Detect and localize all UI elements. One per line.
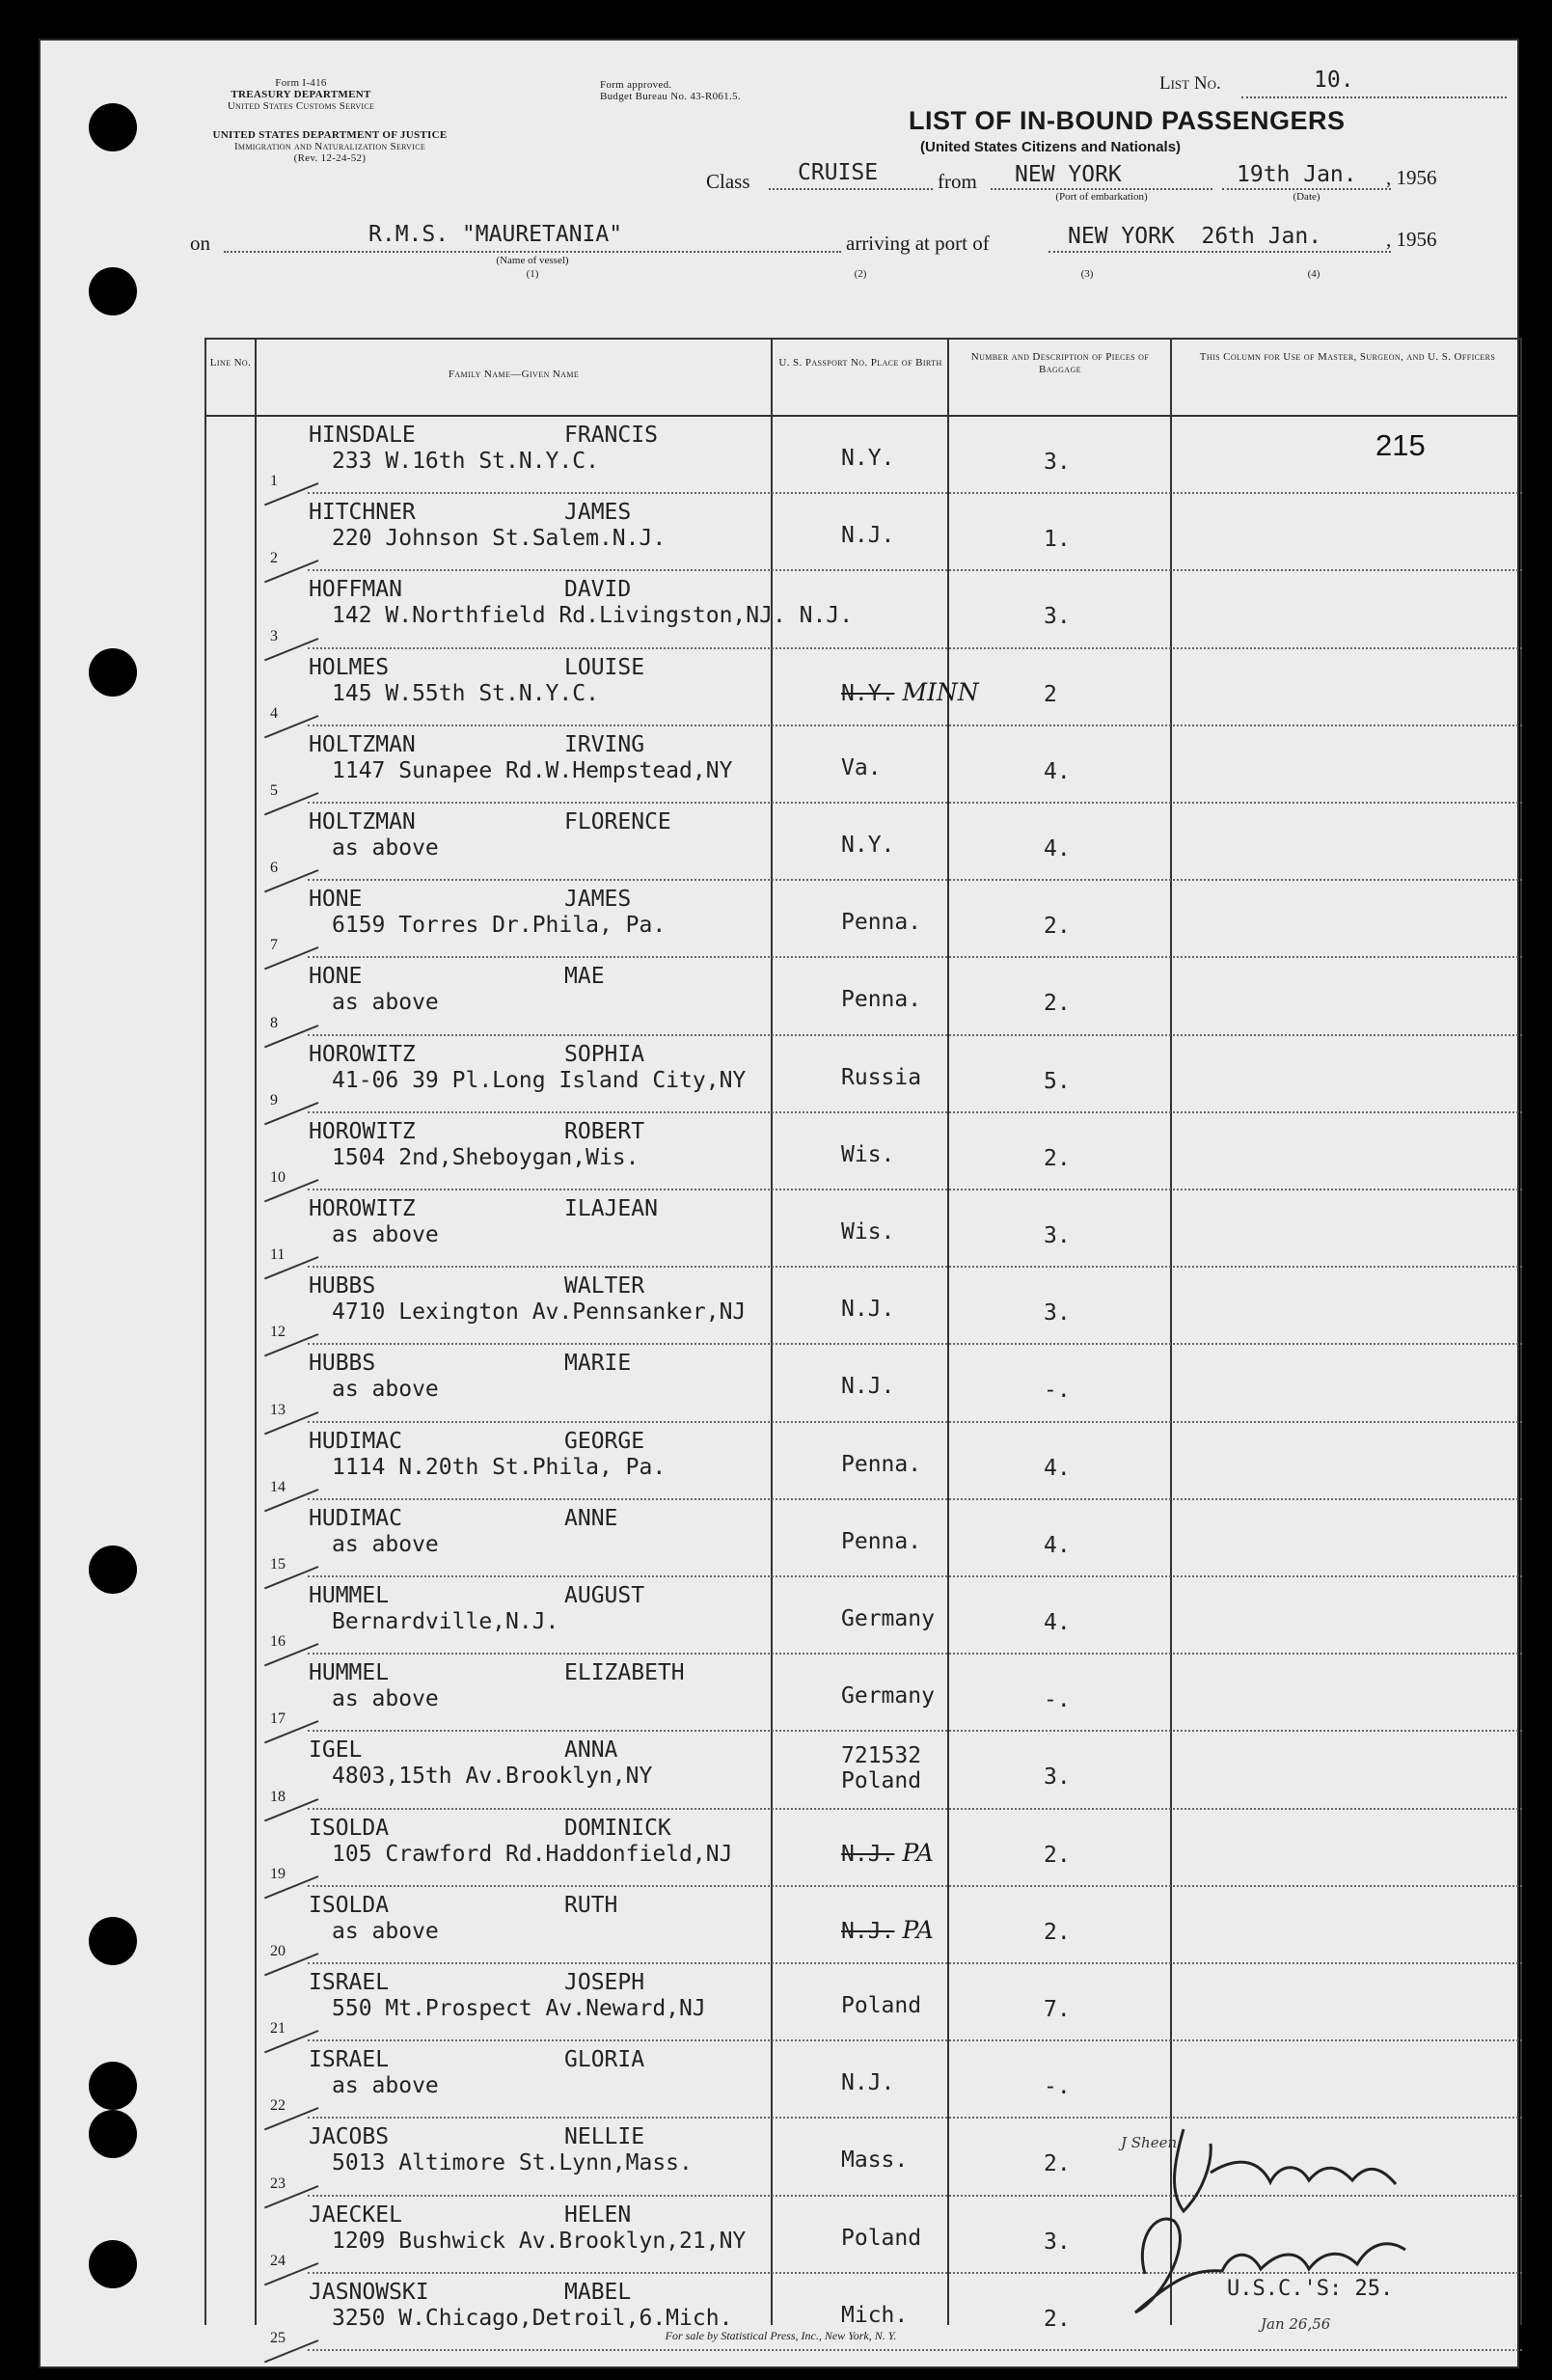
family-name: HOLMES (309, 654, 390, 680)
baggage-count: 2 (1044, 681, 1057, 707)
family-name: HUMMEL (309, 1660, 390, 1686)
place-of-birth: N.Y. (841, 446, 895, 471)
address: as above (332, 1531, 439, 1557)
table-row (204, 1345, 1522, 1422)
table-row (204, 726, 1522, 804)
given-name: NELLIE (564, 2124, 645, 2150)
line-number: 19 (270, 1865, 286, 1882)
place-of-birth: N.J. (841, 523, 895, 549)
family-name: HUDIMAC (309, 1505, 402, 1531)
place-of-birth: Mass. (841, 2147, 909, 2174)
budget-bureau: Budget Bureau No. 43-R061.5. (600, 91, 741, 102)
address: as above (332, 1918, 439, 1944)
treasury-dept: TREASURY DEPARTMENT (231, 89, 371, 100)
col-line-no: Line No. (209, 357, 252, 369)
baggage-count: 2. (1044, 1919, 1071, 1945)
caption-3: (3) (1080, 268, 1094, 280)
officer-note: 215 (1375, 428, 1426, 462)
address: 4803,15th Av.Brooklyn,NY (332, 1764, 653, 1790)
line-number: 24 (270, 2252, 286, 2269)
manifest-page (39, 39, 1519, 2368)
port-caption: (Port of embarkation) (1055, 191, 1148, 203)
caption-4: (4) (1307, 268, 1321, 280)
place-of-birth: Penna. (841, 910, 922, 936)
baggage-count: 1. (1044, 527, 1071, 553)
publisher-footer: For sale by Statistical Press, Inc., New York, N. Y. (665, 2329, 897, 2342)
given-name: DOMINICK (564, 1815, 671, 1841)
table-row (204, 881, 1522, 958)
form-approved: Form approved. (600, 79, 672, 91)
col-officers: This Column for Use of Master, Surgeon, and U. S. Officers (1199, 351, 1496, 363)
place-of-birth (841, 678, 979, 706)
place-of-birth: Poland (841, 2225, 922, 2251)
table-row (204, 417, 1522, 494)
justice-dept: UNITED STATES DEPARTMENT OF JUSTICE (212, 129, 448, 141)
baggage-count: 3. (1044, 1223, 1071, 1248)
list-no-label: List No. (1159, 73, 1221, 94)
given-name: MAE (564, 964, 605, 990)
arriving-label: arriving at port of (846, 232, 990, 255)
baggage-count: 2. (1044, 2151, 1071, 2177)
table-row (204, 494, 1522, 571)
family-name: HUBBS (309, 1273, 376, 1299)
line-number: 4 (270, 704, 278, 722)
punch-hole (89, 103, 137, 151)
list-no-value: 10. (1314, 68, 1354, 93)
place-of-birth (841, 1839, 934, 1867)
col-baggage: Number and Description of Pieces of Baggage (970, 351, 1150, 375)
address: 41-06 39 Pl.Long Island City,NY (332, 1067, 747, 1093)
form-revision: (Rev. 12-24-52) (293, 152, 367, 164)
place-of-birth: N.J. (841, 1297, 895, 1323)
table-row (204, 958, 1522, 1035)
signature-date-text: Jan 26,56 (1261, 2315, 1331, 2333)
baggage-count: 4. (1044, 758, 1071, 784)
family-name: HUBBS (309, 1351, 376, 1377)
punch-hole (89, 1546, 137, 1594)
baggage-count: 4. (1044, 1610, 1071, 1635)
baggage-count: 3. (1044, 450, 1071, 475)
address: as above (332, 1686, 439, 1712)
table-row (204, 1190, 1522, 1268)
vessel-name: R.M.S. "MAURETANIA" (368, 222, 623, 247)
signature-name: J Sheen (1121, 2134, 1178, 2151)
address: 550 Mt.Prospect Av.Neward,NJ (332, 1996, 706, 2021)
baggage-count: -. (1044, 1687, 1071, 1713)
given-name: FLORENCE (564, 809, 671, 834)
address: 220 Johnson St.Salem.N.J. (332, 526, 667, 552)
table-row (204, 1964, 1522, 2041)
given-name: JAMES (564, 500, 632, 526)
table-row (204, 1268, 1522, 1345)
family-name: HONE (309, 964, 363, 990)
given-name: JAMES (564, 887, 632, 913)
struck-place: N.Y. (841, 680, 895, 706)
punch-hole (89, 2240, 137, 2288)
baggage-count: 2. (1044, 991, 1071, 1017)
baggage-count: 4. (1044, 1455, 1071, 1481)
address: as above (332, 2073, 439, 2099)
address: 6159 Torres Dr.Phila, Pa. (332, 913, 667, 939)
customs-service: United States Customs Service (227, 100, 375, 112)
baggage-count: 7. (1044, 1997, 1071, 2022)
line-number: 5 (270, 781, 278, 799)
place-of-birth: Poland (841, 1993, 922, 2018)
departure-date: 19th Jan. (1237, 162, 1357, 187)
place-of-birth: N.J. (841, 2070, 895, 2096)
immigration-service: Immigration and Naturalization Service (233, 141, 426, 152)
line-number: 9 (270, 1091, 278, 1108)
given-name: ILAJEAN (564, 1196, 658, 1221)
on-label: on (190, 232, 210, 255)
given-name: GLORIA (564, 2047, 645, 2073)
family-name: HUDIMAC (309, 1428, 402, 1454)
table-row (204, 1887, 1522, 1964)
place-of-birth: N.Y. (841, 833, 895, 858)
table-row (204, 1500, 1522, 1577)
given-name: MABEL (564, 2279, 632, 2305)
given-name: LOUISE (564, 654, 645, 680)
place-of-birth: Wis. (841, 1219, 895, 1245)
col-name: Family Name—Given Name (448, 369, 580, 380)
family-name: HOLTZMAN (309, 809, 416, 834)
line-number: 2 (270, 550, 278, 567)
punch-hole (89, 267, 137, 315)
table-row (204, 1113, 1522, 1190)
given-name: FRANCIS (564, 423, 658, 448)
handwritten-correction: PA (902, 1915, 934, 1944)
family-name: HOROWITZ (309, 1041, 416, 1067)
line-number: 15 (270, 1555, 286, 1573)
line-number: 1 (270, 473, 278, 490)
family-name: HOROWITZ (309, 1196, 416, 1221)
arrival-year: , 1956 (1386, 228, 1437, 251)
form-agency-block (190, 77, 412, 112)
table-row (204, 804, 1522, 881)
place-of-birth: Penna. (841, 1528, 922, 1554)
table-row (204, 1655, 1522, 1732)
place-of-birth: Russia (841, 1064, 922, 1090)
address: 5013 Altimore St.Lynn,Mass. (332, 2150, 693, 2176)
address: as above (332, 990, 439, 1016)
departure-year: , 1956 (1386, 166, 1437, 189)
family-name: HOFFMAN (309, 577, 402, 603)
place-of-birth: Wis. (841, 1141, 895, 1167)
baggage-count: -. (1044, 2074, 1071, 2100)
from-label: from (938, 170, 977, 193)
family-name: ISOLDA (309, 1892, 390, 1918)
address: 142 W.Northfield Rd.Livingston,NJ. N.J. (332, 603, 854, 629)
family-name: ISOLDA (309, 1815, 390, 1841)
punch-hole (89, 648, 137, 697)
address: as above (332, 1377, 439, 1403)
line-number: 16 (270, 1633, 286, 1651)
given-name: RUTH (564, 1892, 618, 1918)
family-name: HINSDALE (309, 423, 416, 448)
place-of-birth: Mich. (841, 2302, 909, 2328)
handwritten-correction: PA (902, 1838, 934, 1867)
baggage-count: -. (1044, 1378, 1071, 1404)
baggage-count: 3. (1044, 1764, 1071, 1791)
line-number: 25 (270, 2329, 286, 2346)
line-number: 8 (270, 1014, 278, 1031)
given-name: JOSEPH (564, 1970, 645, 1995)
table-row (204, 1036, 1522, 1113)
vessel-caption: (Name of vessel) (496, 255, 569, 266)
baggage-count: 2. (1044, 1145, 1071, 1171)
caption-2: (2) (854, 268, 867, 280)
address: 3250 W.Chicago,Detroil,6.Mich. (332, 2305, 733, 2331)
address: 1114 N.20th St.Phila, Pa. (332, 1454, 667, 1480)
given-name: DAVID (564, 577, 632, 603)
from-port: NEW YORK (1015, 162, 1122, 187)
family-name: JAECKEL (309, 2202, 402, 2228)
address: as above (332, 1222, 439, 1247)
arrival-port-date: NEW YORK 26th Jan. (1068, 224, 1322, 249)
family-name: ISRAEL (309, 1970, 390, 1995)
form-number: Form I-416 (275, 77, 327, 89)
family-name: JASNOWSKI (309, 2279, 429, 2305)
address: 1209 Bushwick Av.Brooklyn,21,NY (332, 2228, 747, 2254)
table-row (204, 571, 1522, 648)
line-number: 23 (270, 2175, 286, 2192)
table-row (204, 649, 1522, 726)
date-caption: (Date) (1293, 191, 1321, 203)
place-of-birth (841, 1916, 934, 1944)
given-name: AUGUST (564, 1583, 645, 1608)
table-row (204, 1732, 1522, 1809)
baggage-count: 3. (1044, 604, 1071, 630)
line-number: 3 (270, 627, 278, 644)
given-name: SOPHIA (564, 1041, 645, 1067)
line-number: 13 (270, 1401, 286, 1418)
family-name: ISRAEL (309, 2047, 390, 2073)
place-of-birth: Germany (841, 1683, 935, 1710)
uscs-count: U.S.C.'S: 25. (1227, 2277, 1394, 2301)
given-name: ELIZABETH (564, 1660, 685, 1686)
line-number: 7 (270, 937, 278, 954)
struck-place: N.J. (841, 1918, 895, 1944)
handwritten-correction: MINN (902, 677, 979, 706)
punch-hole (89, 1917, 137, 1965)
line-number: 12 (270, 1324, 286, 1341)
given-name: ANNE (564, 1505, 618, 1531)
baggage-count: 2. (1044, 914, 1071, 940)
justice-block (185, 129, 475, 164)
given-name: HELEN (564, 2202, 632, 2228)
table-row (204, 1423, 1522, 1500)
address: 105 Crawford Rd.Haddonfield,NJ (332, 1841, 733, 1867)
family-name: HONE (309, 887, 363, 913)
given-name: MARIE (564, 1351, 632, 1377)
baggage-count: 2. (1044, 2306, 1071, 2332)
baggage-count: 3. (1044, 2229, 1071, 2255)
given-name: ANNA (564, 1737, 618, 1764)
address: 233 W.16th St.N.Y.C. (332, 449, 599, 474)
line-number: 10 (270, 1168, 286, 1186)
place-of-birth: Germany (841, 1606, 935, 1631)
class-label: Class (706, 170, 750, 193)
address: 1147 Sunapee Rd.W.Hempstead,NY (332, 757, 733, 783)
line-number: 17 (270, 1710, 286, 1728)
approval-block (600, 79, 793, 102)
baggage-count: 3. (1044, 1300, 1071, 1327)
punch-hole (89, 2062, 137, 2110)
baggage-count: 5. (1044, 1068, 1071, 1094)
given-name: ROBERT (564, 1118, 645, 1144)
line-number: 11 (270, 1246, 286, 1264)
line-number: 20 (270, 1942, 286, 1959)
col-passport: U. S. Passport No. Place of Birth (778, 357, 942, 369)
punch-hole (89, 2110, 137, 2158)
baggage-count: 4. (1044, 1532, 1071, 1558)
table-row (204, 1810, 1522, 1887)
family-name: IGEL (309, 1737, 363, 1764)
place-of-birth: N.J. (841, 1374, 895, 1400)
class-value: CRUISE (798, 160, 879, 185)
family-name: HOLTZMAN (309, 731, 416, 757)
family-name: HUMMEL (309, 1583, 390, 1608)
form-subtitle: (United States Citizens and Nationals) (920, 139, 1182, 155)
line-number: 22 (270, 2097, 286, 2115)
address: Bernardville,N.J. (332, 1609, 559, 1634)
address: 145 W.55th St.N.Y.C. (332, 680, 599, 706)
given-name: WALTER (564, 1273, 645, 1299)
place-of-birth: Va. (841, 754, 882, 780)
place-of-birth: Penna. (841, 1451, 922, 1477)
address: as above (332, 835, 439, 861)
address: 4710 Lexington Av.Pennsanker,NJ (332, 1299, 747, 1326)
given-name: IRVING (564, 731, 645, 757)
baggage-count: 4. (1044, 836, 1071, 862)
given-name: GEORGE (564, 1428, 645, 1454)
line-number: 14 (270, 1478, 286, 1495)
family-name: HITCHNER (309, 500, 416, 526)
family-name: HOROWITZ (309, 1118, 416, 1144)
line-number: 6 (270, 860, 278, 877)
caption-1: (1) (526, 268, 539, 280)
table-row (204, 1577, 1522, 1655)
address: 1504 2nd,Sheboygan,Wis. (332, 1144, 640, 1170)
family-name: JACOBS (309, 2124, 390, 2150)
baggage-count: 2. (1044, 1842, 1071, 1868)
line-number: 21 (270, 2020, 286, 2038)
place-of-birth: 721532 Poland (841, 1743, 922, 1794)
struck-place: N.J. (841, 1841, 895, 1867)
line-number: 18 (270, 1788, 286, 1805)
form-title: LIST OF IN-BOUND PASSENGERS (909, 106, 1346, 135)
place-of-birth: Penna. (841, 987, 922, 1013)
